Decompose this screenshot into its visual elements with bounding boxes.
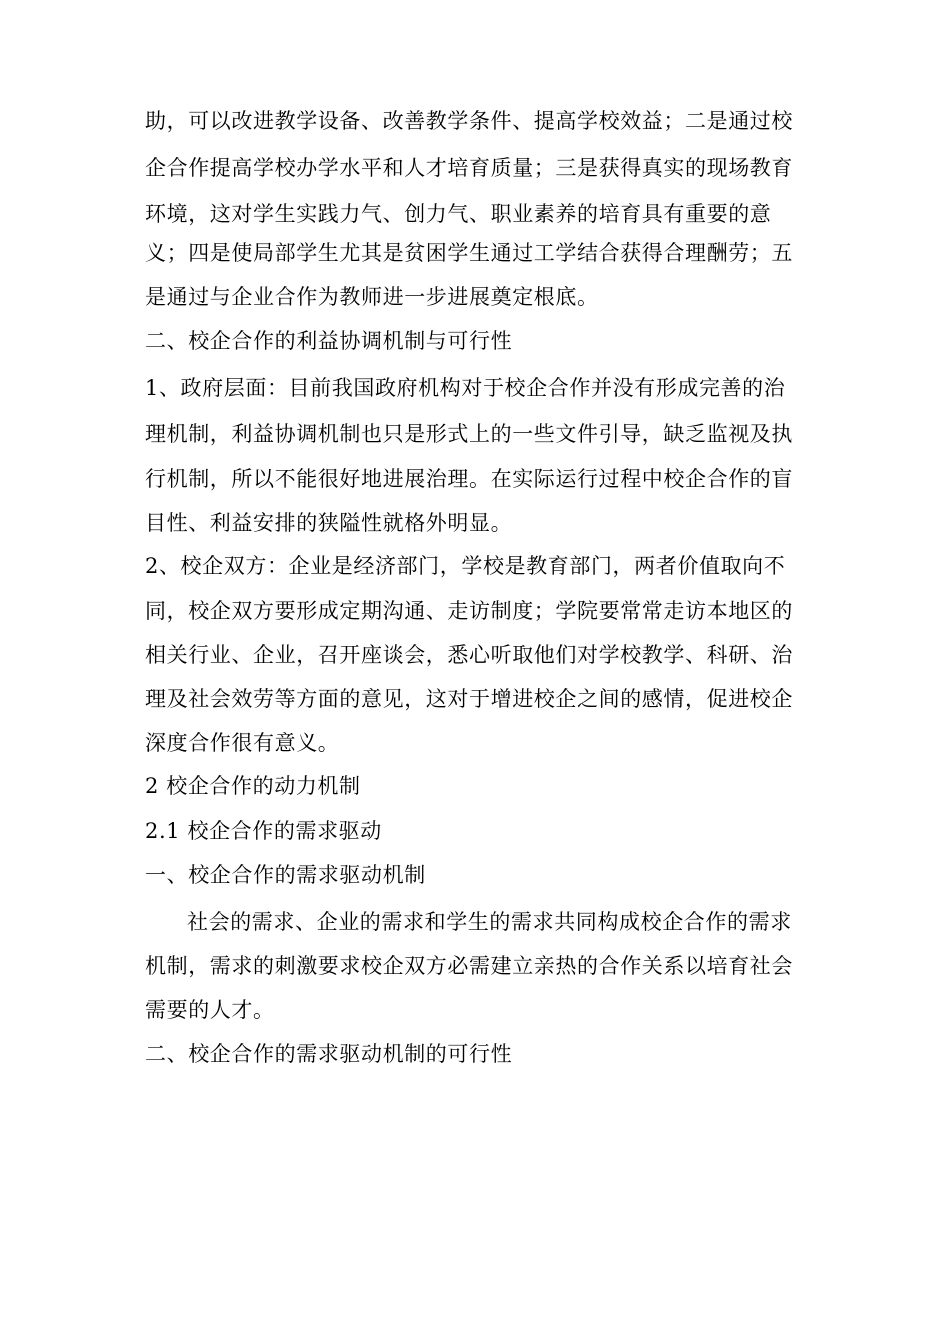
para1-line-5: 是通过与企业合作为教师进一步进展奠定根底。 xyxy=(145,285,599,309)
para1-line-3: 环境，这对学生实践力气、创力气、职业素养的培育具有重要的意 xyxy=(145,202,772,226)
para-both-line-4: 理及社会效劳等方面的意见，这对于增进校企之间的感情，促进校企 xyxy=(145,687,793,711)
para-both-line-1: 2、校企双方：企业是经济部门，学校是教育部门，两者价值取向不 xyxy=(145,554,786,578)
para-demand-line-2: 机制，需求的刺激要求校企双方必需建立亲热的合作关系以培育社会 xyxy=(145,954,793,978)
subheading-feasibility: 二、校企合作的需求驱动机制的可行性 xyxy=(145,1042,513,1066)
para-gov-line-4: 目性、利益安排的狭隘性就格外明显。 xyxy=(145,511,513,535)
section-2-title: 2 校企合作的动力机制 xyxy=(145,774,361,798)
para-gov-line-1: 1、政府层面：目前我国政府机构对于校企合作并没有形成完善的治 xyxy=(145,376,786,400)
para-both-line-5: 深度合作很有意义。 xyxy=(145,731,340,755)
para1-line-4: 义；四是使局部学生尤其是贫困学生通过工学结合获得合理酬劳；五 xyxy=(145,241,793,265)
para-demand-line-3: 需要的人才。 xyxy=(145,998,275,1022)
section-2-1-title: 2.1 校企合作的需求驱动 xyxy=(145,819,382,843)
subheading-demand-mechanism: 一、校企合作的需求驱动机制 xyxy=(145,863,426,887)
para-gov-line-2: 理机制，利益协调机制也只是形式上的一些文件引导，缺乏监视及执 xyxy=(145,422,793,446)
section-heading-interest: 二、校企合作的利益协调机制与可行性 xyxy=(145,329,513,353)
para1-line-1: 助，可以改进教学设备、改善教学条件、提高学校效益；二是通过校 xyxy=(145,109,793,133)
para1-line-2: 企合作提高学校办学水平和人才培育质量；三是获得真实的现场教育 xyxy=(145,156,793,180)
para-demand-line-1: 社会的需求、企业的需求和学生的需求共同构成校企合作的需求 xyxy=(187,910,792,934)
para-gov-line-3: 行机制，所以不能很好地进展治理。在实际运行过程中校企合作的盲 xyxy=(145,467,793,491)
para-both-line-3: 相关行业、企业，召开座谈会，悉心听取他们对学校教学、科研、治 xyxy=(145,643,793,667)
para-both-line-2: 同，校企双方要形成定期沟通、走访制度；学院要常常走访本地区的 xyxy=(145,599,793,623)
